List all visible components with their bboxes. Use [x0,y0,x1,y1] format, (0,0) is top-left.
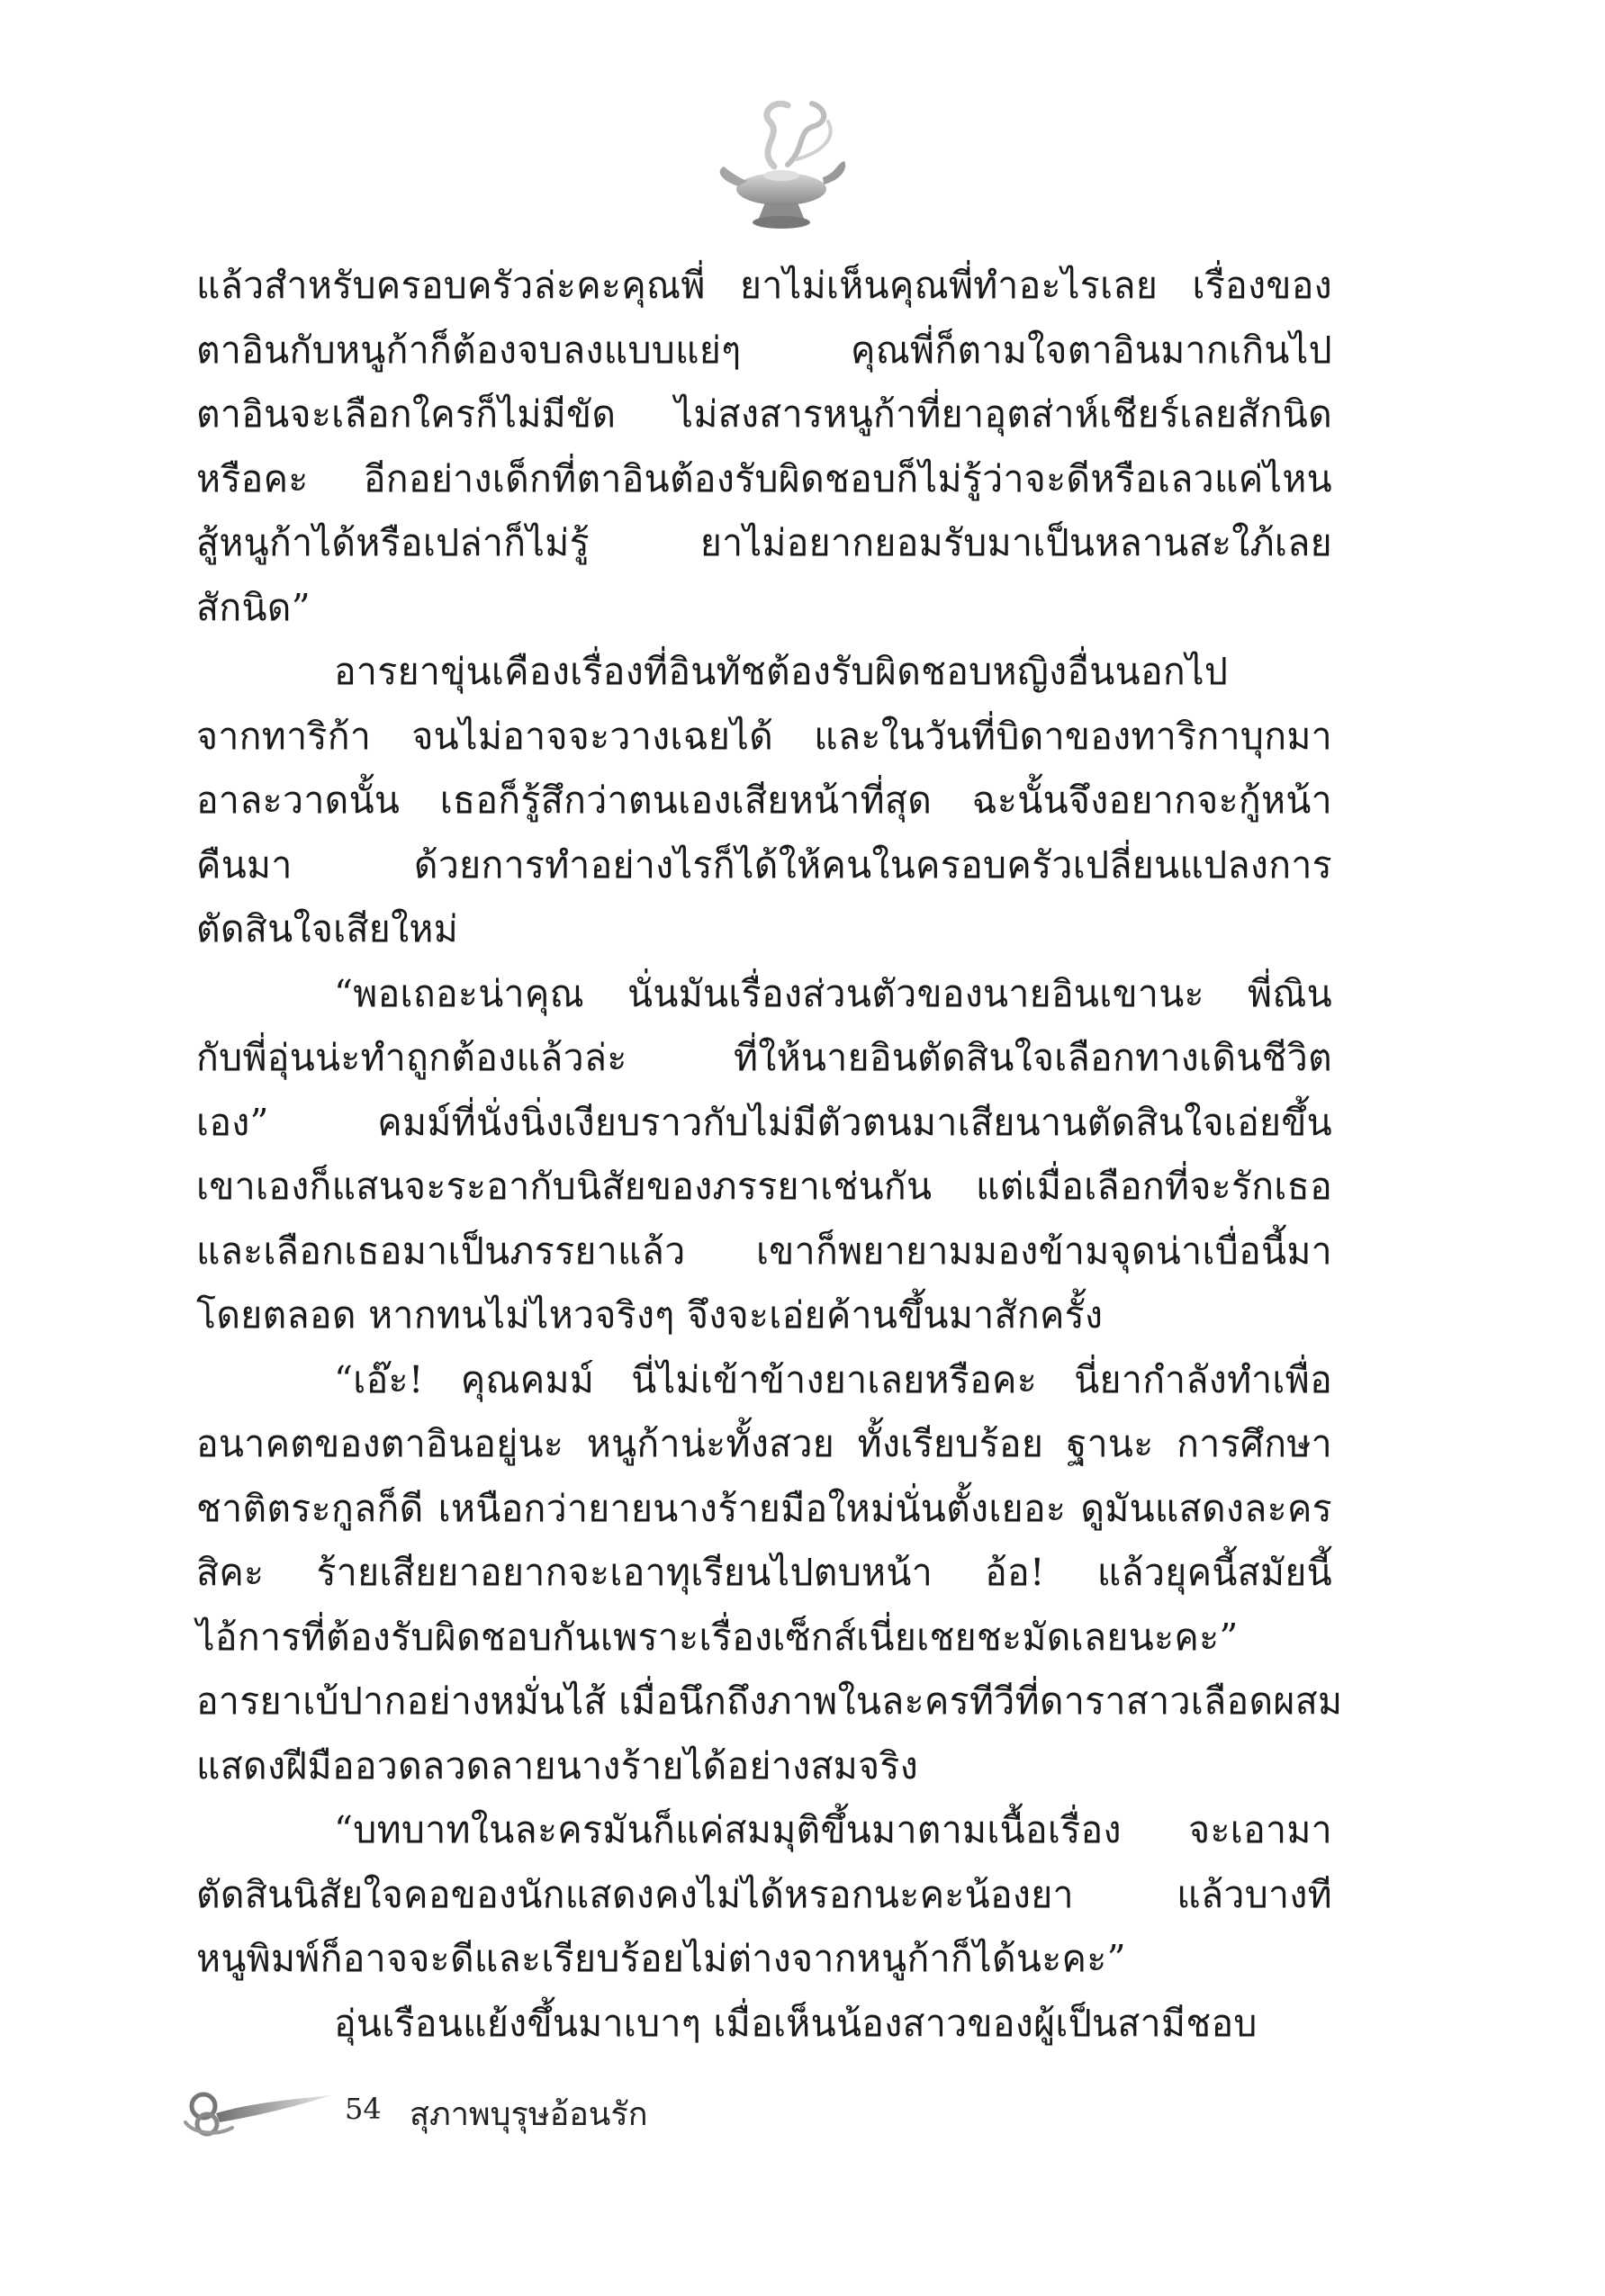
text-line: แสดงฝีมืออวดลวดลายนางร้ายได้อย่างสมจริง [196,1743,919,1787]
text-line: เขาเองก็แสนจะระอากับนิสัยของภรรยาเช่นกัน แต่เมื่อเลือกที่จะรักเธอ [196,1165,1332,1208]
text-line: “บทบาทในละครมันก็แค่สมมุติขึ้นมาตามเนื้อเรื่อง จะเอามา [334,1808,1332,1851]
text-line: และเลือกเธอมาเป็นภรรยาแล้ว เขาก็พยายามมองข้ามจุดน่าเบื่อนี้มา [196,1229,1332,1273]
body-text [196,254,1343,2056]
text-line: สู้หนูก้าได้หรือเปล่าก็ไม่รู้ ยาไม่อยากยอมรับมาเป็นหลานสะใภ้เลย [196,521,1332,564]
text-line: ตัดสินนิสัยใจคอของนักแสดงคงไม่ได้หรอกนะคะน้องยา แล้วบางที [196,1872,1332,1916]
page-number: 54 [345,2092,382,2126]
text-line: ตาอินจะเลือกใครก็ไม่มีขัด ไม่สงสารหนูก้าที่ยาอุตส่าห์เชียร์เลยสักนิด [196,392,1332,436]
text-line: อาละวาดนั้น เธอก็รู้สึกว่าตนเองเสียหน้าที่สุด ฉะนั้นจึงอยากจะกู้หน้า [196,779,1332,822]
paragraph [196,962,1332,1348]
page-footer [180,2079,810,2151]
flourish-ornament-icon [180,2086,333,2140]
paragraph [196,1992,1332,2057]
text-line: อารยาเบ้ปากอย่างหมั่นไส้ เมื่อนึกถึงภาพในละครทีวีที่ดาราสาวเลือดผสม [196,1679,1343,1723]
text-line: ไอ้การที่ต้องรับผิดชอบกันเพราะเรื่องเซ็กส์เนี่ยเชยชะมัดเลยนะคะ” [196,1615,1239,1659]
text-line: แล้วสำหรับครอบครัวล่ะคะคุณพี่ ยาไม่เห็นคุณพี่ทำอะไรเลย เรื่องของ [196,264,1332,307]
text-line: ตัดสินใจเสียใหม่ [196,907,459,950]
text-line: “เอ๊ะ! คุณคมม์ นี่ไม่เข้าข้างยาเลยหรือคะ นี่ยากำลังทำเพื่อ [334,1357,1332,1401]
text-line: “พอเถอะน่าคุณ นั่นมันเรื่องส่วนตัวของนายอินเขานะ พี่ณิน [334,971,1332,1015]
text-line: กับพี่อุ่นน่ะทำถูกต้องแล้วล่ะ ที่ให้นายอินตัดสินใจเลือกทางเดินชีวิต [196,1036,1332,1079]
text-line: อารยาขุ่นเคืองเรื่องที่อินทัชต้องรับผิดชอบหญิงอื่นนอกไป [334,650,1229,693]
paragraph [196,1798,1332,1992]
text-line: สิคะ ร้ายเสียยาอยากจะเอาทุเรียนไปตบหน้า อ้อ! แล้วยุคนี้สมัยนี้ [196,1551,1332,1594]
text-line: หรือคะ อีกอย่างเด็กที่ตาอินต้องรับผิดชอบก็ไม่รู้ว่าจะดีหรือเลวแค่ไหน [196,456,1332,500]
paragraph [196,640,1332,962]
text-line: โดยตลอด หากทนไม่ไหวจริงๆ จึงจะเอ่ยค้านขึ้นมาสักครั้ง [196,1293,1104,1337]
lamp-ornament-icon [711,95,855,239]
text-line: อนาคตของตาอินอยู่นะ หนูก้าน่ะทั้งสวย ทั้งเรียบร้อย ฐานะ การศึกษา [196,1422,1332,1465]
text-line: ตาอินกับหนูก้าก็ต้องจบลงแบบแย่ๆ คุณพี่ก็ตามใจตาอินมากเกินไป [196,328,1332,372]
book-title: สุภาพบุรุษอ้อนรัก [410,2096,648,2133]
text-line: เอง” คมม์ที่นั่งนิ่งเงียบราวกับไม่มีตัวตนมาเสียนานตัดสินใจเอ่ยขึ้น [196,1100,1332,1144]
text-line: ชาติตระกูลก็ดี เหนือกว่ายายนางร้ายมือใหม่นั่นตั้งเยอะ ดูมันแสดงละคร [196,1486,1332,1530]
text-line: หนูพิมพ์ก็อาจจะดีและเรียบร้อยไม่ต่างจากหนูก้าก็ได้นะคะ” [196,1937,1126,1980]
paragraph [196,1348,1343,1799]
text-line: อุ่นเรือนแย้งขึ้นมาเบาๆ เมื่อเห็นน้องสาวของผู้เป็นสามีชอบ [334,2001,1258,2045]
text-line: จากทาริก้า จนไม่อาจจะวางเฉยได้ และในวันที่บิดาของทาริกาบุกมา [196,714,1332,758]
text-line: สักนิด” [196,585,311,629]
paragraph [196,254,1332,640]
text-line: คืนมา ด้วยการทำอย่างไรก็ได้ให้คนในครอบครัวเปลี่ยนแปลงการ [196,842,1332,887]
